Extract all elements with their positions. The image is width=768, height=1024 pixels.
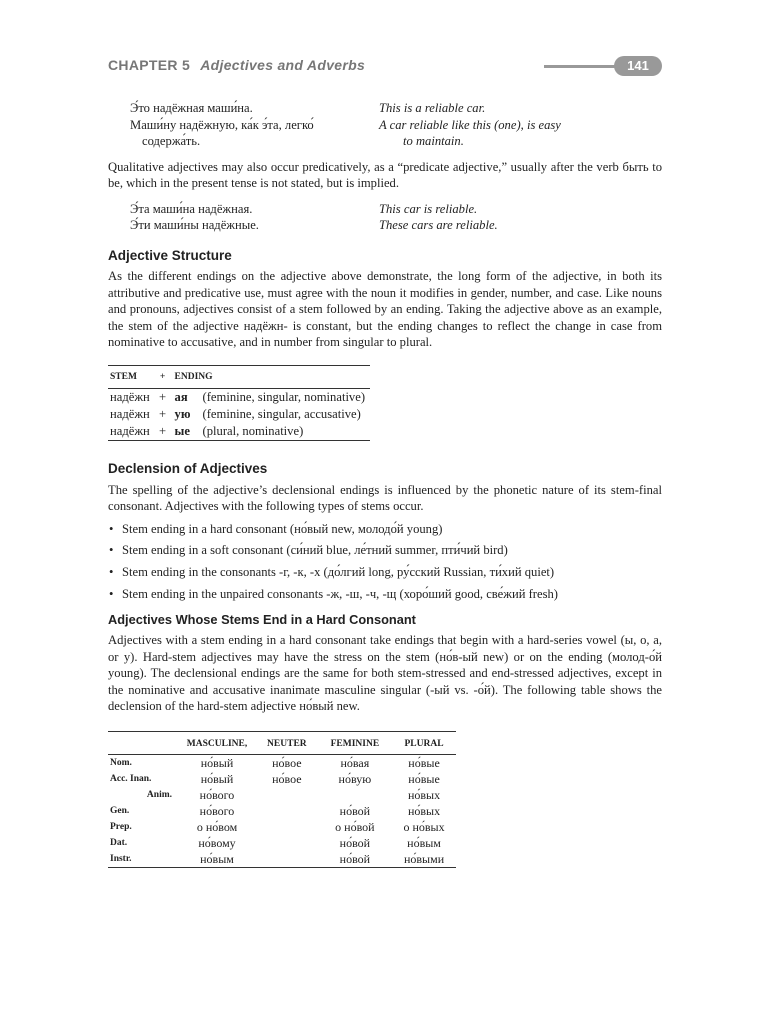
form-cell: но́вой — [339, 836, 371, 851]
form-cell: но́вому — [198, 836, 236, 851]
list-item: • Stem ending in the unpaired consonants -ж, -ш, -ч, -щ (хоро́ший good, све́жий fresh) — [122, 584, 662, 606]
header-rule — [544, 65, 622, 68]
case-label: Dat. — [110, 838, 128, 849]
example-russian: Маши́ну надёжную, ка́к э́та, легко́ — [130, 117, 314, 132]
example-english: This is a reliable car. — [379, 101, 486, 115]
form-cell: но́вый — [200, 756, 234, 771]
example-english: These cars are reliable. — [379, 218, 498, 232]
stem-ending-table — [108, 365, 370, 442]
example-row — [130, 217, 662, 234]
form-cell: но́вым — [407, 836, 441, 851]
ending-cell: ые — [174, 424, 190, 438]
table-row — [108, 835, 456, 851]
heading-adjective-structure: Adjective Structure — [108, 247, 232, 263]
list-item: • Stem ending in a soft consonant (си́ний blue, ле́тний summer, пти́чий bird) — [122, 540, 662, 562]
table-row — [108, 423, 370, 441]
form-cell: но́вым — [200, 852, 234, 867]
example-row — [130, 133, 662, 150]
form-cell: но́вые — [408, 756, 440, 771]
chapter-number: CHAPTER 5 — [108, 57, 191, 73]
form-cell — [256, 835, 318, 851]
table-row — [108, 406, 370, 423]
paragraph-hard-consonant: Adjectives with a stem ending in a hard consonant take endings that begin with a hard-series vowel (ы, о, а, or у). Hard-stem adjectives may have the stress on the stem (но́в-ый new) or on the ending (молод-о́й young). The declensional endings are the same for both stem-stressed and end-stressed adjectives, except in the nominative and accusative inanimate masculine singular (-ый vs. -о́й). The following table shows the declension of the hard-stem adjective но́вый new. — [108, 633, 662, 714]
running-header — [108, 56, 662, 78]
page-content — [108, 100, 662, 868]
column-header: + — [153, 365, 173, 389]
paragraph-predicative: Qualitative adjectives may also occur predicatively, as a “predicate adjective,” usually after the verb быть to be, which in the present tense is not stated, but is implied. — [108, 159, 662, 190]
case-label: Acc. Inan. — [110, 774, 152, 785]
case-label: Prep. — [110, 822, 132, 833]
plus-cell: + — [158, 407, 167, 421]
page-number: 141 — [614, 56, 662, 76]
stem-cell: надёжн — [110, 390, 150, 404]
example-russian: Э́ти маши́ны надёжные. — [130, 218, 259, 232]
table-row — [108, 389, 370, 407]
note-cell: (feminine, singular, nominative) — [202, 390, 366, 404]
chapter-title: Adjectives and Adverbs — [200, 57, 366, 73]
declension-table — [108, 731, 456, 869]
list-item: • Stem ending in the consonants -г, -к, -х (до́лгий long, ру́сский Russian, ти́хий quiet) — [122, 562, 662, 584]
plus-cell: + — [158, 424, 167, 438]
ending-cell: ую — [174, 407, 191, 421]
form-cell: но́вого — [199, 804, 235, 819]
column-header: NEUTER — [256, 731, 318, 755]
note-cell: (feminine, singular, accusative) — [202, 407, 361, 421]
declension-table-body — [108, 755, 456, 868]
form-cell: но́выми — [403, 852, 445, 867]
column-header: MASCULINE, — [178, 731, 256, 755]
example-row — [130, 201, 662, 218]
column-header: PLURAL — [392, 731, 456, 755]
example-block-1 — [130, 100, 662, 150]
form-cell: о но́вых — [403, 820, 445, 835]
form-cell: но́вая — [340, 756, 370, 771]
stem-cell: надёжн — [110, 424, 150, 438]
list-item: • Stem ending in a hard consonant (но́вый new, молодо́й young) — [122, 519, 662, 541]
table-row — [108, 803, 456, 819]
stem-cell: надёжн — [110, 407, 150, 421]
example-row — [130, 100, 662, 117]
form-cell: о но́вой — [335, 820, 375, 835]
chapter-label — [108, 57, 365, 73]
form-cell: но́вые — [408, 772, 440, 787]
example-row — [130, 117, 662, 134]
column-header: ENDING — [173, 365, 370, 389]
form-cell: но́вое — [272, 772, 302, 787]
case-label: Gen. — [110, 806, 130, 817]
column-header: STEM — [108, 365, 153, 389]
form-cell: но́вого — [199, 788, 235, 803]
form-cell: но́вый — [200, 772, 234, 787]
heading-hard-consonant: Adjectives Whose Stems End in a Hard Consonant — [108, 611, 416, 627]
example-english: to maintain. — [403, 134, 464, 148]
example-russian: содержа́ть. — [142, 134, 201, 148]
form-cell: но́вых — [407, 804, 441, 819]
form-cell — [256, 819, 318, 835]
table-row — [108, 787, 456, 803]
plus-cell: + — [158, 390, 167, 404]
case-label: Instr. — [110, 854, 132, 865]
example-russian: Э́та маши́на надёжная. — [130, 201, 253, 216]
table-row — [108, 771, 456, 787]
form-cell: но́вых — [407, 788, 441, 803]
heading-declension: Declension of Adjectives — [108, 461, 268, 476]
example-english: This car is reliable. — [379, 201, 478, 216]
form-cell: но́вую — [338, 772, 372, 787]
form-cell: о но́вом — [196, 820, 238, 835]
column-header — [108, 731, 178, 755]
note-cell: (plural, nominative) — [202, 424, 304, 438]
stem-type-list — [108, 519, 662, 606]
form-cell — [256, 787, 318, 803]
example-block-2 — [130, 201, 662, 234]
form-cell: но́вой — [339, 852, 371, 867]
form-cell: но́вой — [339, 804, 371, 819]
case-label: Anim. — [146, 790, 172, 801]
example-russian: Э́то надёжная маши́на. — [130, 101, 253, 115]
column-header: FEMININE — [318, 731, 392, 755]
ending-cell: ая — [174, 390, 188, 404]
table-row — [108, 755, 456, 772]
table-row — [108, 851, 456, 868]
paragraph-adjective-structure: As the different endings on the adjective above demonstrate, the long form of the adjective, in both its attributive and predicative use, must agree with the noun it modifies in gender, number, and case. Like nouns and pronouns, adjectives consist of a stem followed by an ending. Taking the adjective above as an example, the stem of the adjective надёжн- is constant, but the ending changes to reflect the change in case from nominative to accusative, and in number from singular to plural. — [108, 269, 662, 349]
example-english: A car reliable like this (one), is easy — [379, 117, 561, 132]
form-cell — [256, 851, 318, 868]
form-cell — [256, 803, 318, 819]
paragraph-declension: The spelling of the adjective’s declensional endings is influenced by the phonetic nature of its stem-final consonant. Adjectives with the following types of stems occur. — [108, 482, 662, 513]
form-cell — [318, 787, 392, 803]
table-row — [108, 819, 456, 835]
case-label: Nom. — [110, 758, 132, 769]
form-cell: но́вое — [272, 756, 302, 771]
